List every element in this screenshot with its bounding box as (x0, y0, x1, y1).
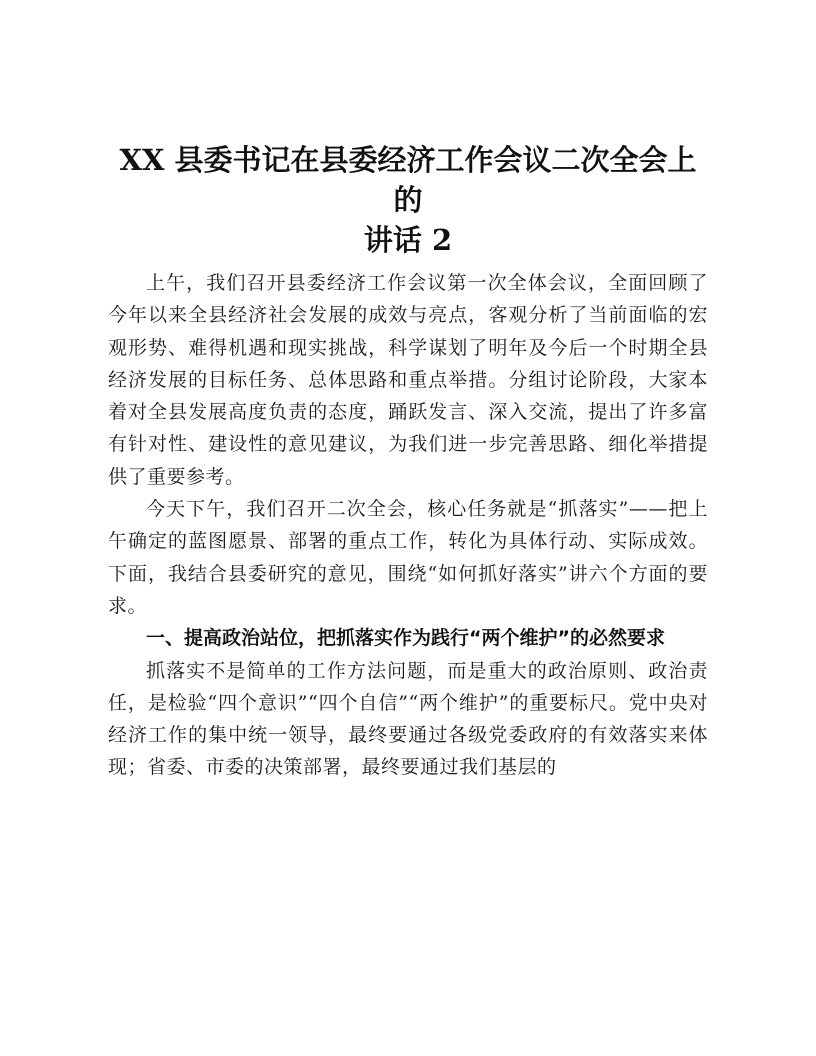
document-title (108, 140, 708, 260)
document-page (108, 140, 708, 784)
title-line-2: 讲话 2 (363, 223, 453, 257)
section-paragraph: 抓落实不是简单的工作方法问题，而是重大的政治原则、政治责任，是检验“四个意识”“四个自信”“两个维护”的重要标尺。党中央对经济工作的集中统一领导，最终要通过各级党委政府的有效落实来体现；省委、市委的决策部署，最终要通过我们基层的 (108, 659, 708, 779)
section-heading: 一、提高政治站位，把抓落实作为践行“两个维护”的必然要求 (146, 627, 665, 650)
body-paragraph-1: 上午，我们召开县委经济工作会议第一次全体会议，全面回顾了今年以来全县经济社会发展的成效与亮点，客观分析了当前面临的宏观形势、难得机遇和现实挑战，科学谋划了明年及今后一个时期全县经济发展的目标任务、总体思路和重点举措。分组讨论阶段，大家本着对全县发展高度负责的态度，踊跃发言、深入交流，提出了许多富有针对性、建设性的意见建议，为我们进一步完善思路、细化举措提供了重要参考。 (108, 272, 708, 488)
title-line-1: XX 县委书记在县委经济工作会议二次全会上的 (119, 143, 697, 217)
body-paragraph-2: 今天下午，我们召开二次全会，核心任务就是“抓落实”——把上午确定的蓝图愿景、部署的重点工作，转化为具体行动、实际成效。下面，我结合县委研究的意见，围绕“如何抓好落实”讲六个方面的要求。 (108, 498, 708, 617)
